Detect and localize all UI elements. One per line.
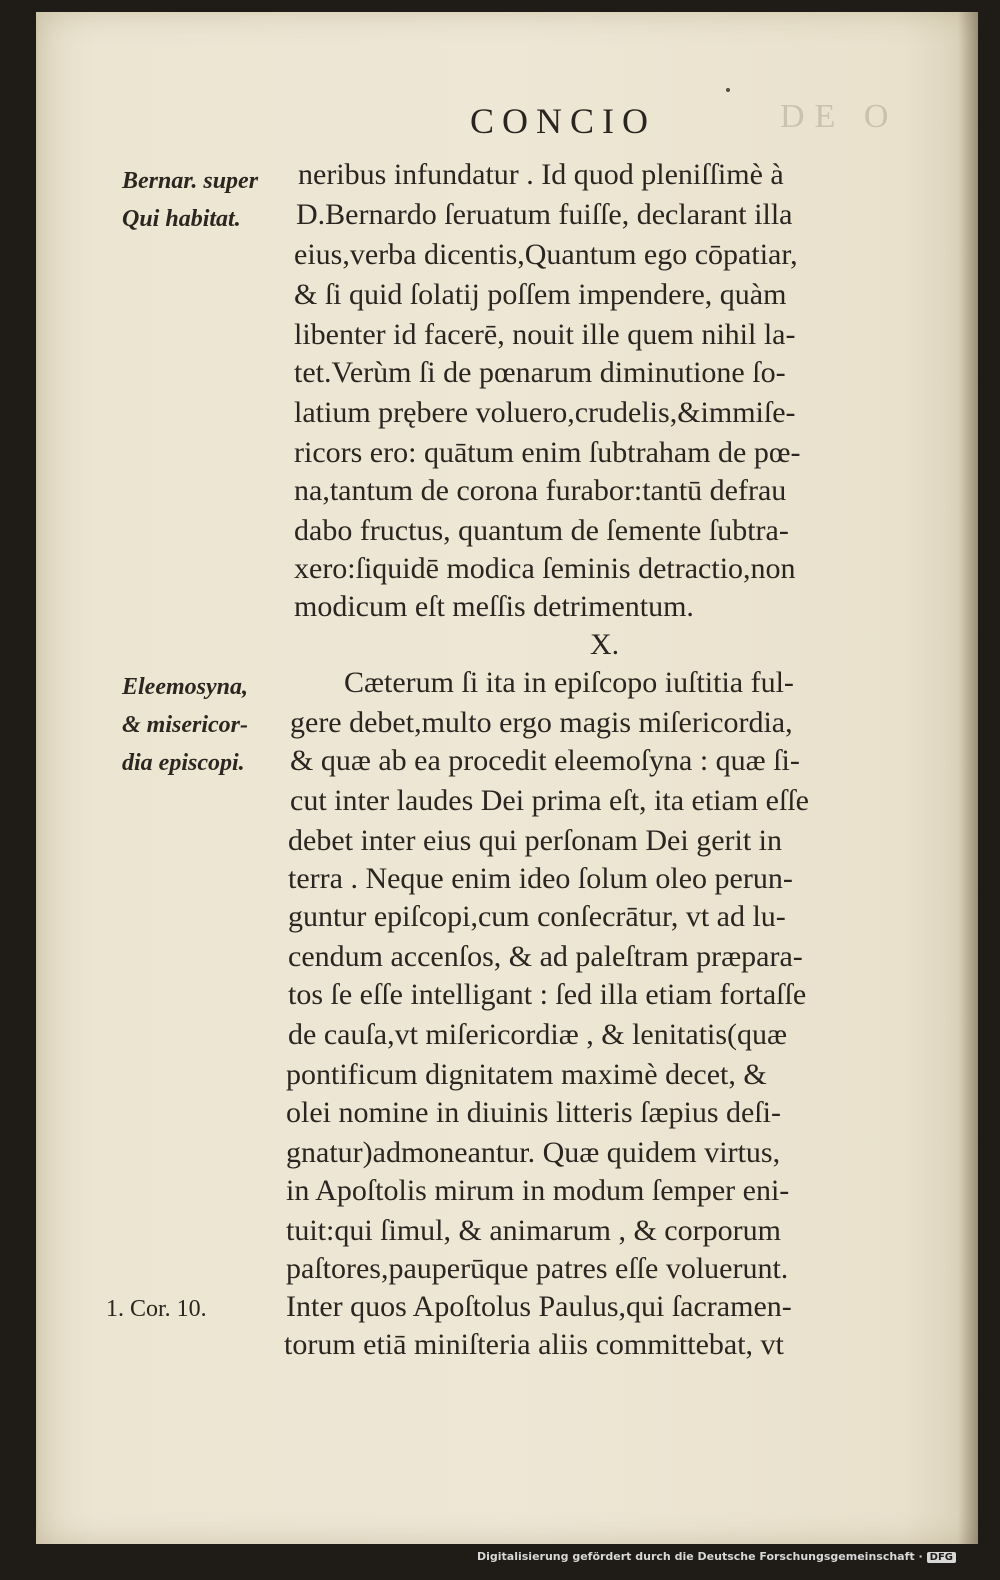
body-line: de cauſa,vt miſericordiæ , & lenitatis(quæ [288,1018,788,1051]
body-line: cendum accenſos, & ad paleſtram præpara- [288,940,803,973]
body-line: paſtores,pauperūque patres eſſe voluerunt. [286,1252,789,1285]
body-line: guntur epiſcopi,cum conſecrātur, vt ad lu- [288,900,786,933]
body-line: Cæterum ſi ita in epiſcopo iuſtitia ful- [344,666,794,699]
bleed-through-heading: DE O [780,98,899,135]
margin-note-qui-habitat: Qui habitat. [122,206,241,232]
body-line: Inter quos Apoſtolus Paulus,qui ſacramen- [286,1290,792,1323]
margin-note-corinthians: 1. Cor. 10. [106,1296,207,1322]
body-line: & ſi quid ſolatij poſſem impendere, quàm [294,278,787,311]
body-line: tuit:qui ſimul, & animarum , & corporum [286,1214,781,1247]
page-gutter-shadow [958,12,978,1544]
digitization-credit-text: Digitalisierung gefördert durch die Deutsche Forschungsgemeinschaft · [476,1550,923,1563]
body-line: terra . Neque enim ideo ſolum oleo perun- [288,862,793,895]
margin-note-bernard: Bernar. super [122,168,259,194]
margin-note-misericordia: & misericor- [122,712,248,738]
body-line: olei nomine in diuinis litteris ſæpius deſi- [286,1096,781,1129]
body-line: dabo fructus, quantum de ſemente ſubtra- [294,514,789,547]
running-head: CONCIO [470,101,657,141]
body-line: modicum eſt meſſis detrimentum. [294,590,694,623]
body-line: tos ſe eſſe intelligant : ſed illa etiam fortaſſe [288,978,807,1011]
body-line: neribus infundatur . Id quod pleniſſimè à [298,158,784,191]
body-line: ricors ero: quātum enim ſubtraham de pœ- [294,436,801,469]
margin-note-eleemosyna: Eleemosyna, [122,674,248,700]
body-line: libenter id facerē, nouit ille quem nihil la- [294,318,796,351]
body-line: debet inter eius qui perſonam Dei gerit in [288,824,783,857]
body-line: eius,verba dicentis,Quantum ego cōpatiar, [294,238,798,271]
body-line: gere debet,multo ergo magis miſericordia, [290,706,793,739]
digitization-credit [477,1550,956,1563]
section-number: X. [590,628,620,661]
body-line: D.Bernardo ſeruatum fuiſſe, declarant illa [296,198,793,231]
body-line: gnatur)admoneantur. Quæ quidem virtus, [286,1136,781,1169]
body-line: xero:ſiquidē modica ſeminis detractio,non [294,552,796,585]
ink-speck [726,88,730,92]
dfg-logo: DFG [927,1552,956,1563]
body-line: pontificum dignitatem maximè decet, & [286,1058,767,1091]
body-line: tet.Verùm ſi de pœnarum diminutione ſo- [294,356,786,389]
body-line: in Apoſtolis mirum in modum ſemper eni- [286,1174,790,1207]
body-line: latium prębere voluero,crudelis,&immiſe- [294,396,796,429]
body-line: cut inter laudes Dei prima eſt, ita etiam eſſe [290,784,809,817]
body-line: torum etiā miniſteria aliis committebat, vt [284,1328,784,1361]
body-line: & quæ ab ea procedit eleemoſyna : quæ ſi- [290,744,800,777]
margin-note-episcopi: dia episcopi. [122,750,245,776]
body-line: na,tantum de corona furabor:tantū defrau [294,474,787,507]
